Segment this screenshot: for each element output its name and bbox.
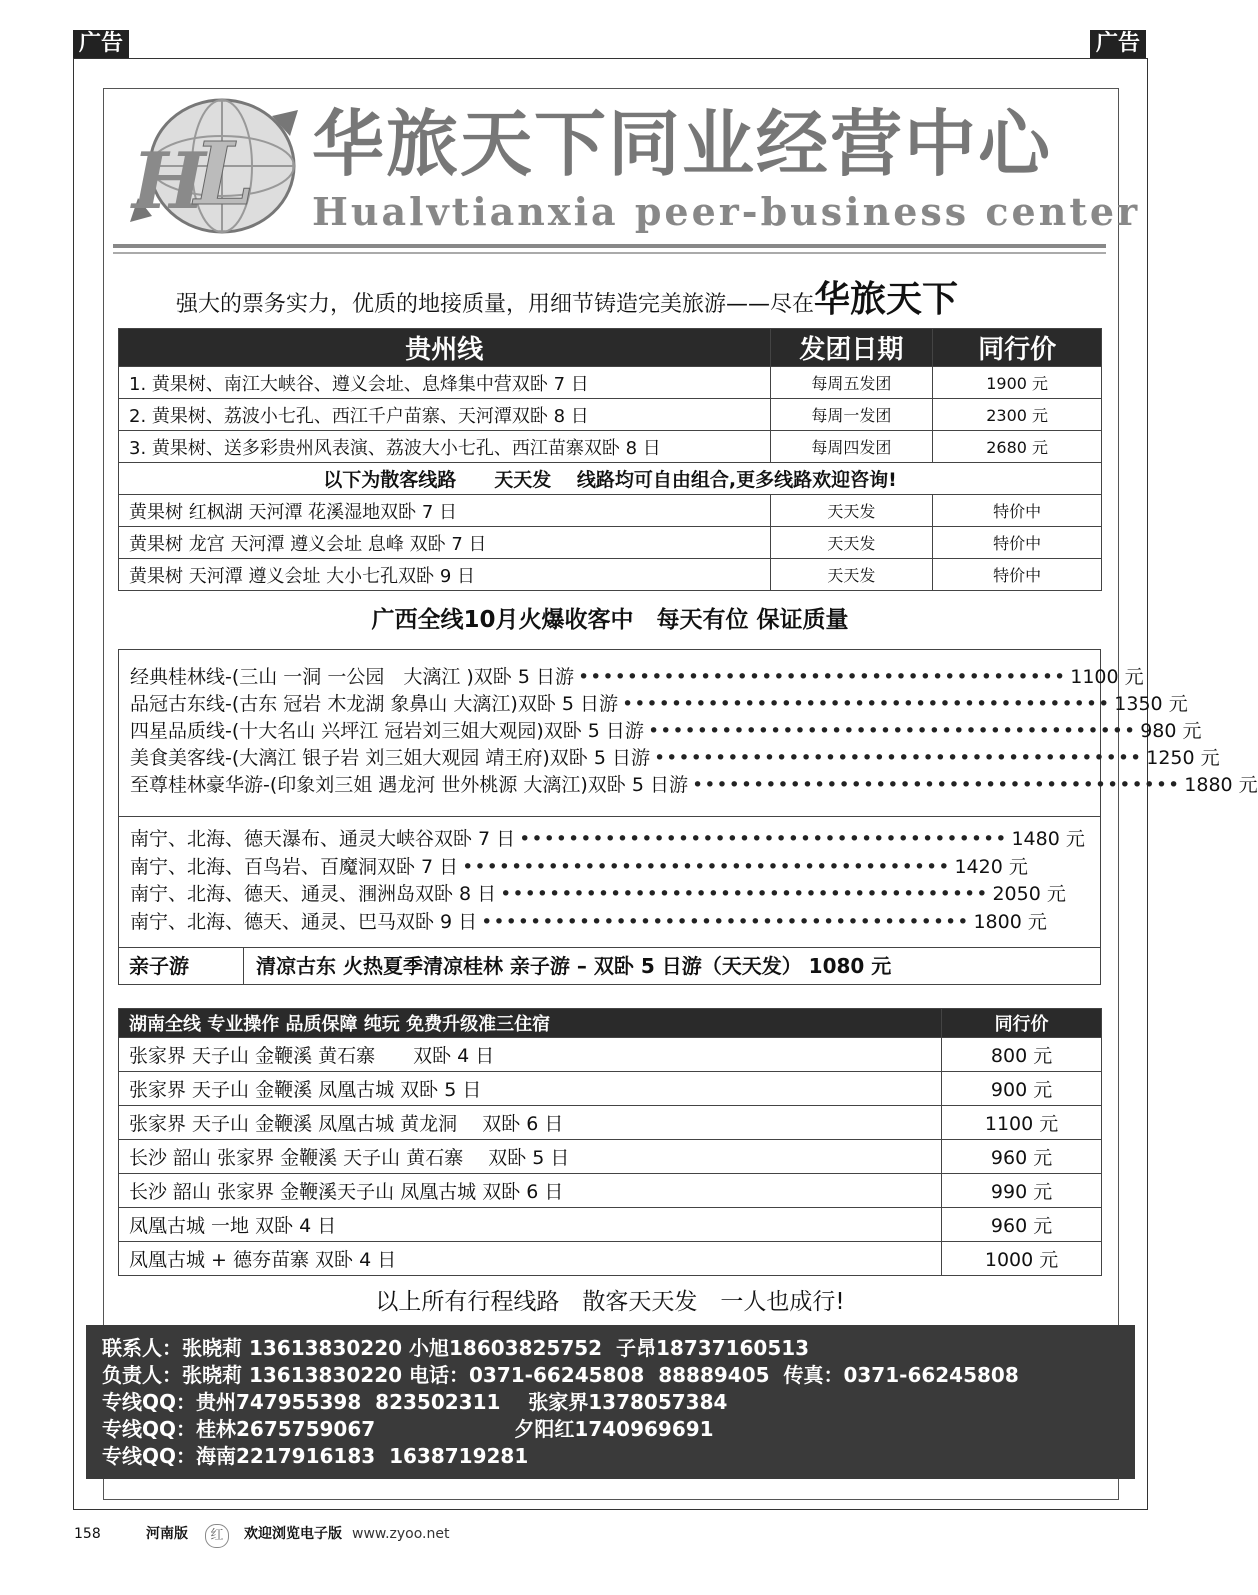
title-rule — [113, 244, 1106, 248]
list-item — [130, 854, 1028, 881]
price-text: 1100 元 — [1070, 666, 1144, 688]
slogan — [176, 280, 958, 325]
route-cell: 1. 黄果树、南江大峡谷、遵义会址、息烽集中营双卧 7 日 — [119, 367, 771, 399]
price-text: 1350 元 — [1114, 693, 1188, 715]
route-cell: 长沙 韶山 张家界 金鞭溪天子山 凤凰古城 双卧 6 日 — [119, 1174, 942, 1208]
table-row — [119, 1242, 1102, 1276]
price-cell: 特价中 — [933, 495, 1102, 527]
leader-dots: •••••••••••••••••••••••••••••••••••••••• — [519, 828, 1008, 850]
price-text: 1480 元 — [1011, 828, 1085, 850]
table-row — [119, 1208, 1102, 1242]
leader-dots: •••••••••••••••••••••••••••••••••••••••• — [481, 911, 970, 933]
price-cell: 960 元 — [942, 1140, 1102, 1174]
list-item — [130, 772, 1258, 799]
list-item — [130, 664, 1144, 691]
guizhou-header-route: 贵州线 — [119, 329, 771, 367]
welcome-text: 欢迎浏览电子版 — [244, 1526, 342, 1542]
slogan-brand: 华旅天下 — [814, 279, 959, 320]
leader-dots: •••••••••••••••••••••••••••••••••••••••• — [622, 693, 1111, 715]
route-text: 南宁、北海、德天瀑布、通灵大峡谷双卧 7 日 — [130, 828, 516, 850]
price-text: 980 元 — [1140, 720, 1202, 742]
date-cell: 每周四发团 — [770, 431, 933, 463]
price-cell: 1900 元 — [933, 367, 1102, 399]
price-cell: 990 元 — [942, 1174, 1102, 1208]
table-row — [119, 527, 1102, 559]
table-row — [119, 367, 1102, 399]
route-cell: 长沙 韶山 张家界 金鞭溪 天子山 黄石寨 双卧 5 日 — [119, 1140, 942, 1174]
table-row — [119, 1140, 1102, 1174]
table-row — [119, 463, 1102, 495]
hunan-price-header: 同行价 — [942, 1009, 1102, 1038]
ad-tag-right: 广告 — [1090, 30, 1146, 58]
svg-text:H: H — [132, 136, 206, 227]
route-cell: 张家界 天子山 金鞭溪 凤凰古城 双卧 5 日 — [119, 1072, 942, 1106]
price-cell: 特价中 — [933, 559, 1102, 591]
family-tour-row — [119, 947, 1100, 985]
route-cell: 3. 黄果树、送多彩贵州风表演、荔波大小七孔、西江苗寨双卧 8 日 — [119, 431, 771, 463]
price-text: 1420 元 — [954, 856, 1028, 878]
route-cell: 2. 黄果树、荔波小七孔、西江千户苗寨、天河潭双卧 8 日 — [119, 399, 771, 431]
price-text: 2050 元 — [992, 883, 1066, 905]
price-cell: 特价中 — [933, 527, 1102, 559]
price-cell: 800 元 — [942, 1038, 1102, 1072]
table-row — [119, 1072, 1102, 1106]
leader-dots: •••••••••••••••••••••••••••••••••••••••• — [691, 774, 1181, 796]
ad-tag-left: 广告 — [73, 30, 129, 58]
date-cell: 天天发 — [770, 559, 933, 591]
guizhou-header-date: 发团日期 — [770, 329, 933, 367]
list-item — [130, 691, 1188, 718]
leader-dots: •••••••••••••••••••••••••••••••••••••••• — [653, 747, 1143, 769]
table-row — [119, 399, 1102, 431]
leader-dots: •••••••••••••••••••••••••••••••••••••••• — [577, 666, 1067, 688]
guangxi-divider — [119, 816, 1100, 817]
route-text: 四星品质线-(十大名山 兴坪江 冠岩刘三姐大观园)双卧 5 日游 — [130, 720, 644, 742]
route-cell: 黄果树 龙宫 天河潭 遵义会址 息峰 双卧 7 日 — [119, 527, 771, 559]
route-text: 至尊桂林豪华游-(印象刘三姐 遇龙河 世外桃源 大漓江)双卧 5 日游 — [130, 774, 688, 796]
page-number: 158 — [74, 1526, 101, 1542]
family-tour-label: 亲子游 — [119, 948, 244, 985]
family-tour-text: 清凉古东 火热夏季清凉桂林 亲子游 – 双卧 5 日游（天天发） 1080 元 — [256, 954, 892, 978]
title-rule-thin — [113, 252, 1106, 254]
table-row — [119, 1174, 1102, 1208]
all-routes-note: 以上所有行程线路 散客天天发 一人也成行! — [375, 1289, 845, 1315]
hl-globe-logo-icon — [122, 96, 302, 236]
company-title-english: Hualvtianxia peer-business center — [312, 189, 1141, 234]
price-cell: 900 元 — [942, 1072, 1102, 1106]
route-text: 南宁、北海、德天、通灵、涠洲岛双卧 8 日 — [130, 883, 497, 905]
list-item — [130, 881, 1066, 908]
date-cell: 每周一发团 — [770, 399, 933, 431]
price-cell: 2300 元 — [933, 399, 1102, 431]
route-text: 南宁、北海、德天、通灵、巴马双卧 9 日 — [130, 911, 478, 933]
table-row — [119, 559, 1102, 591]
price-cell: 2680 元 — [933, 431, 1102, 463]
list-item — [130, 745, 1220, 772]
contact-line: 联系人：张晓莉 13613830220 小旭18603825752 子昂18737160513 — [102, 1336, 810, 1360]
date-cell: 每周五发团 — [770, 367, 933, 399]
contact-line: 专线QQ：桂林2675759067 夕阳红1740969691 — [102, 1417, 714, 1441]
route-cell: 黄果树 天河潭 遵义会址 大小七孔双卧 9 日 — [119, 559, 771, 591]
route-text: 南宁、北海、百鸟岩、百魔洞双卧 7 日 — [130, 856, 459, 878]
contact-line: 专线QQ：海南2217916183 1638719281 — [102, 1444, 529, 1468]
route-cell: 张家界 天子山 金鞭溪 黄石寨 双卧 4 日 — [119, 1038, 942, 1072]
guizhou-header-price: 同行价 — [933, 329, 1102, 367]
leader-dots: •••••••••••••••••••••••••••••••••••••••• — [500, 883, 989, 905]
company-title: 华旅天下同业经营中心 — [312, 102, 1053, 186]
price-cell: 1100 元 — [942, 1106, 1102, 1140]
price-cell: 960 元 — [942, 1208, 1102, 1242]
guangxi-headline: 广西全线10月火爆收客中 每天有位 保证质量 — [371, 607, 849, 633]
contact-line: 专线QQ：贵州747955398 823502311 张家界1378057384 — [102, 1390, 728, 1414]
leader-dots: •••••••••••••••••••••••••••••••••••••••• — [647, 720, 1137, 742]
route-cell: 凤凰古城 + 德夯苗寨 双卧 4 日 — [119, 1242, 942, 1276]
badge-icon: 红 — [205, 1524, 229, 1548]
route-cell: 凤凰古城 一地 双卧 4 日 — [119, 1208, 942, 1242]
hunan-table — [118, 1008, 1102, 1276]
route-cell: 黄果树 红枫湖 天河潭 花溪湿地双卧 7 日 — [119, 495, 771, 527]
contact-line: 负责人：张晓莉 13613830220 电话：0371-66245808 88889405 传真：0371-66245808 — [102, 1363, 1019, 1387]
svg-text:L: L — [194, 124, 255, 225]
list-item — [130, 909, 1047, 936]
guizhou-note: 以下为散客线路 天天发 线路均可自由组合,更多线路欢迎咨询! — [119, 463, 1102, 495]
hunan-header: 湖南全线 专业操作 品质保障 纯玩 免费升级准三住宿 — [119, 1009, 942, 1038]
price-text: 1250 元 — [1146, 747, 1220, 769]
route-text: 品冠古东线-(古东 冠岩 木龙湖 象鼻山 大漓江)双卧 5 日游 — [130, 693, 619, 715]
date-cell: 天天发 — [770, 527, 933, 559]
list-item — [130, 826, 1085, 853]
price-text: 1800 元 — [973, 911, 1047, 933]
list-item — [130, 718, 1202, 745]
site-link[interactable]: www.zyoo.net — [352, 1526, 450, 1542]
route-text: 美食美客线-(大漓江 银子岩 刘三姐大观园 靖王府)双卧 5 日游 — [130, 747, 650, 769]
guizhou-table — [118, 328, 1102, 591]
edition-label: 河南版 — [146, 1526, 188, 1542]
date-cell: 天天发 — [770, 495, 933, 527]
leader-dots: •••••••••••••••••••••••••••••••••••••••• — [462, 856, 951, 878]
route-text: 经典桂林线-(三山 一洞 一公园 大漓江 )双卧 5 日游 — [130, 666, 574, 688]
table-row — [119, 495, 1102, 527]
route-cell: 张家界 天子山 金鞭溪 凤凰古城 黄龙洞 双卧 6 日 — [119, 1106, 942, 1140]
price-cell: 1000 元 — [942, 1242, 1102, 1276]
price-text: 1880 元 — [1184, 774, 1258, 796]
table-row — [119, 1106, 1102, 1140]
slogan-text: 强大的票务实力，优质的地接质量，用细节铸造完美旅游——尽在 — [176, 292, 815, 317]
table-row — [119, 1038, 1102, 1072]
contact-panel — [86, 1325, 1135, 1479]
table-row — [119, 431, 1102, 463]
